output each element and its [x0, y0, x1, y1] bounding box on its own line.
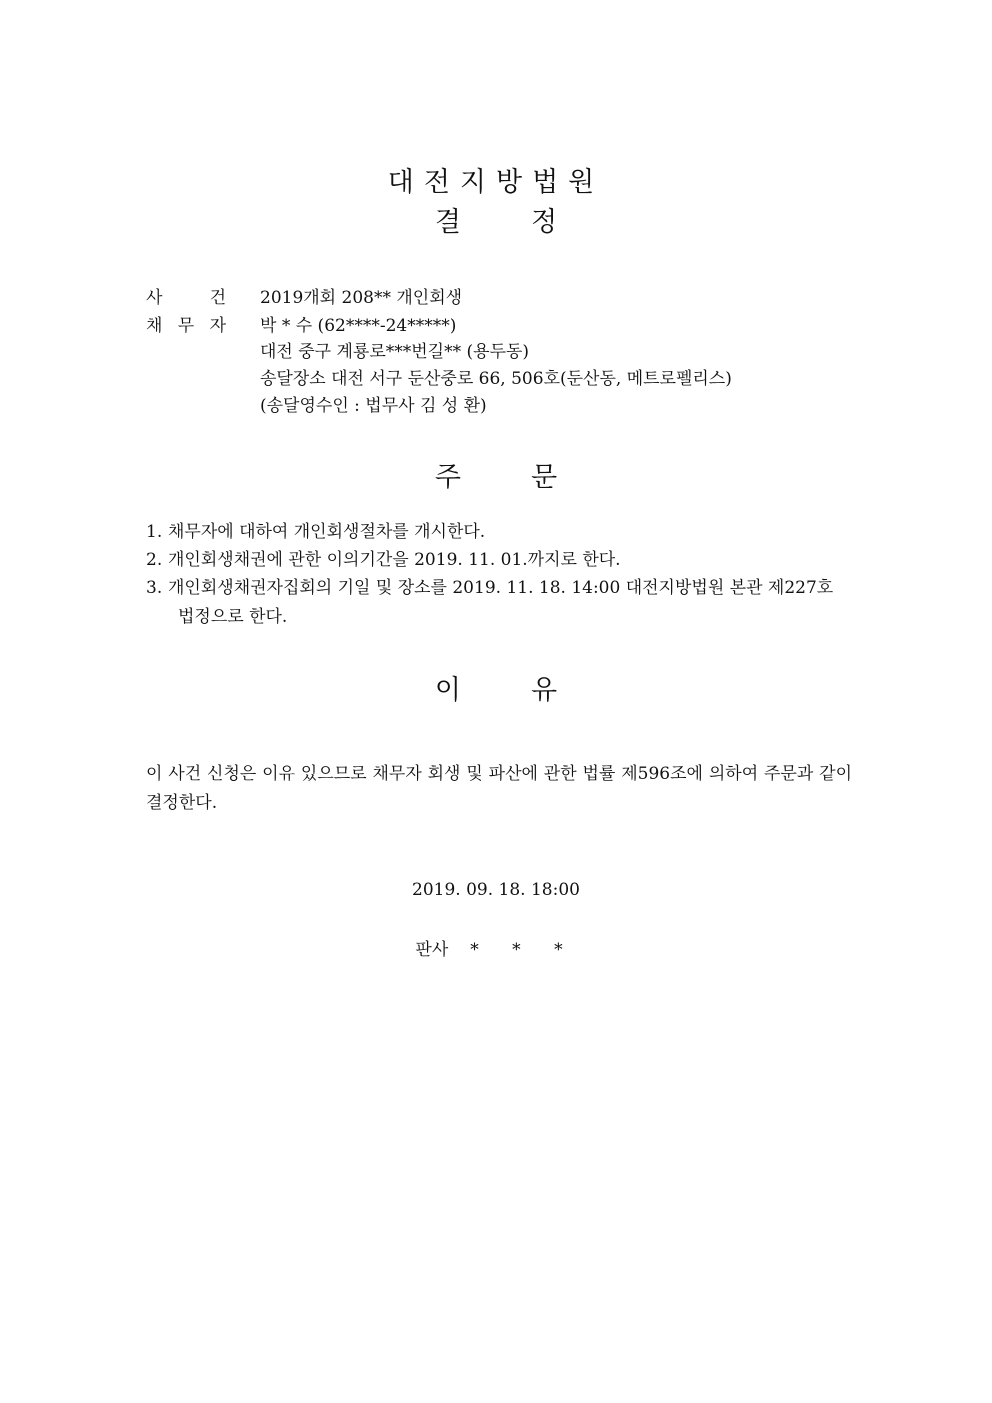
judge-signature [0, 935, 992, 960]
order-item-text: 개인회생채권에 관한 이의기간을 2019. 11. 01.까지로 한다. [168, 550, 621, 570]
judge-name: * * * [470, 940, 577, 960]
order-item-text-continued: 법정으로 한다. [178, 607, 288, 627]
debtor-label: 채 무 자 [146, 316, 226, 336]
document-type-char-2: 정 [531, 207, 558, 238]
reason-text: 이 사건 신청은 이유 있으므로 채무자 회생 및 파산에 관한 법률 제596조에 의하여 주문과 같이 결정한다. [146, 764, 852, 813]
order-item-3 [146, 574, 856, 632]
order-heading: 주 문 [434, 462, 558, 493]
order-item-text: 채무자에 대하여 개인회생절차를 개시한다. [168, 522, 486, 542]
judge-label: 판사 [415, 940, 449, 960]
debtor-name: 박 * 수 (62****-24*****) [260, 316, 457, 336]
document-type-title [0, 200, 992, 239]
case-label: 사 건 [146, 288, 226, 308]
order-item-number: 2. [146, 550, 163, 570]
document-type-char-1: 결 [434, 207, 461, 238]
delivery-recipient: (송달영수인 : 법무사 김 성 환) [260, 396, 487, 416]
court-name: 대전지방법원 [387, 167, 605, 198]
order-item-2 [146, 546, 856, 575]
order-item-text: 개인회생채권자집회의 기일 및 장소를 2019. 11. 18. 14:00 대전지방법원 본관 제227호 [168, 578, 834, 598]
order-item-1 [146, 518, 856, 547]
debtor-address: 대전 중구 계룡로***번길** (용두동) [260, 342, 530, 362]
order-item-number: 1. [146, 522, 163, 542]
reason-heading: 이 유 [434, 675, 558, 706]
order-item-number: 3. [146, 578, 163, 598]
decision-date: 2019. 09. 18. 18:00 [412, 880, 580, 900]
case-number: 2019개회 208** 개인회생 [260, 288, 463, 308]
delivery-place: 송달장소 대전 서구 둔산중로 66, 506호(둔산동, 메트로펠리스) [260, 369, 732, 389]
